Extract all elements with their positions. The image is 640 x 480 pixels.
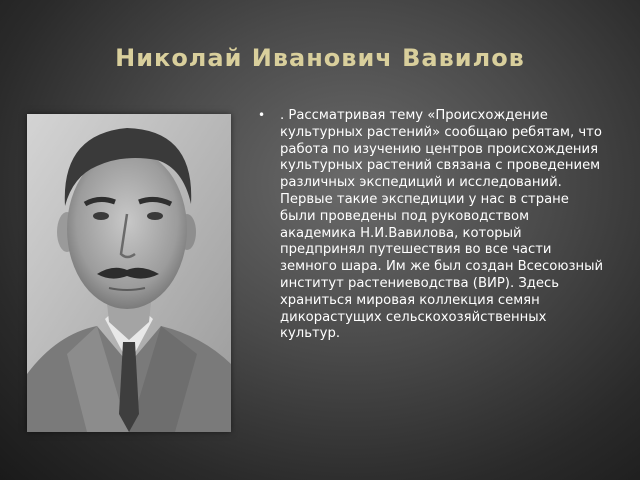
bullet-item	[258, 108, 608, 343]
bullet-icon: •	[258, 108, 266, 122]
slide-title: Николай Иванович Вавилов	[115, 44, 525, 72]
portrait-photo	[27, 114, 231, 432]
bullet-paragraph: . Рассматривая тему «Происхождение культурных растений» сообщаю ребятам, что работа по изучению центров происхождения культурных растений связана с проведением различных экспедиций и исследований. Первые такие экспедиции у нас в стране были проведены под руководством академика Н.И.Вавилова, который предпринял путешествия во все части земного шара. Им же был создан Всесоюзный институт растениеводства (ВИР). Здесь храниться мировая коллекция семян дикорастущих сельскохозяйственных культур.	[280, 108, 604, 342]
portrait-image	[27, 114, 231, 432]
body-text-list	[258, 108, 608, 343]
